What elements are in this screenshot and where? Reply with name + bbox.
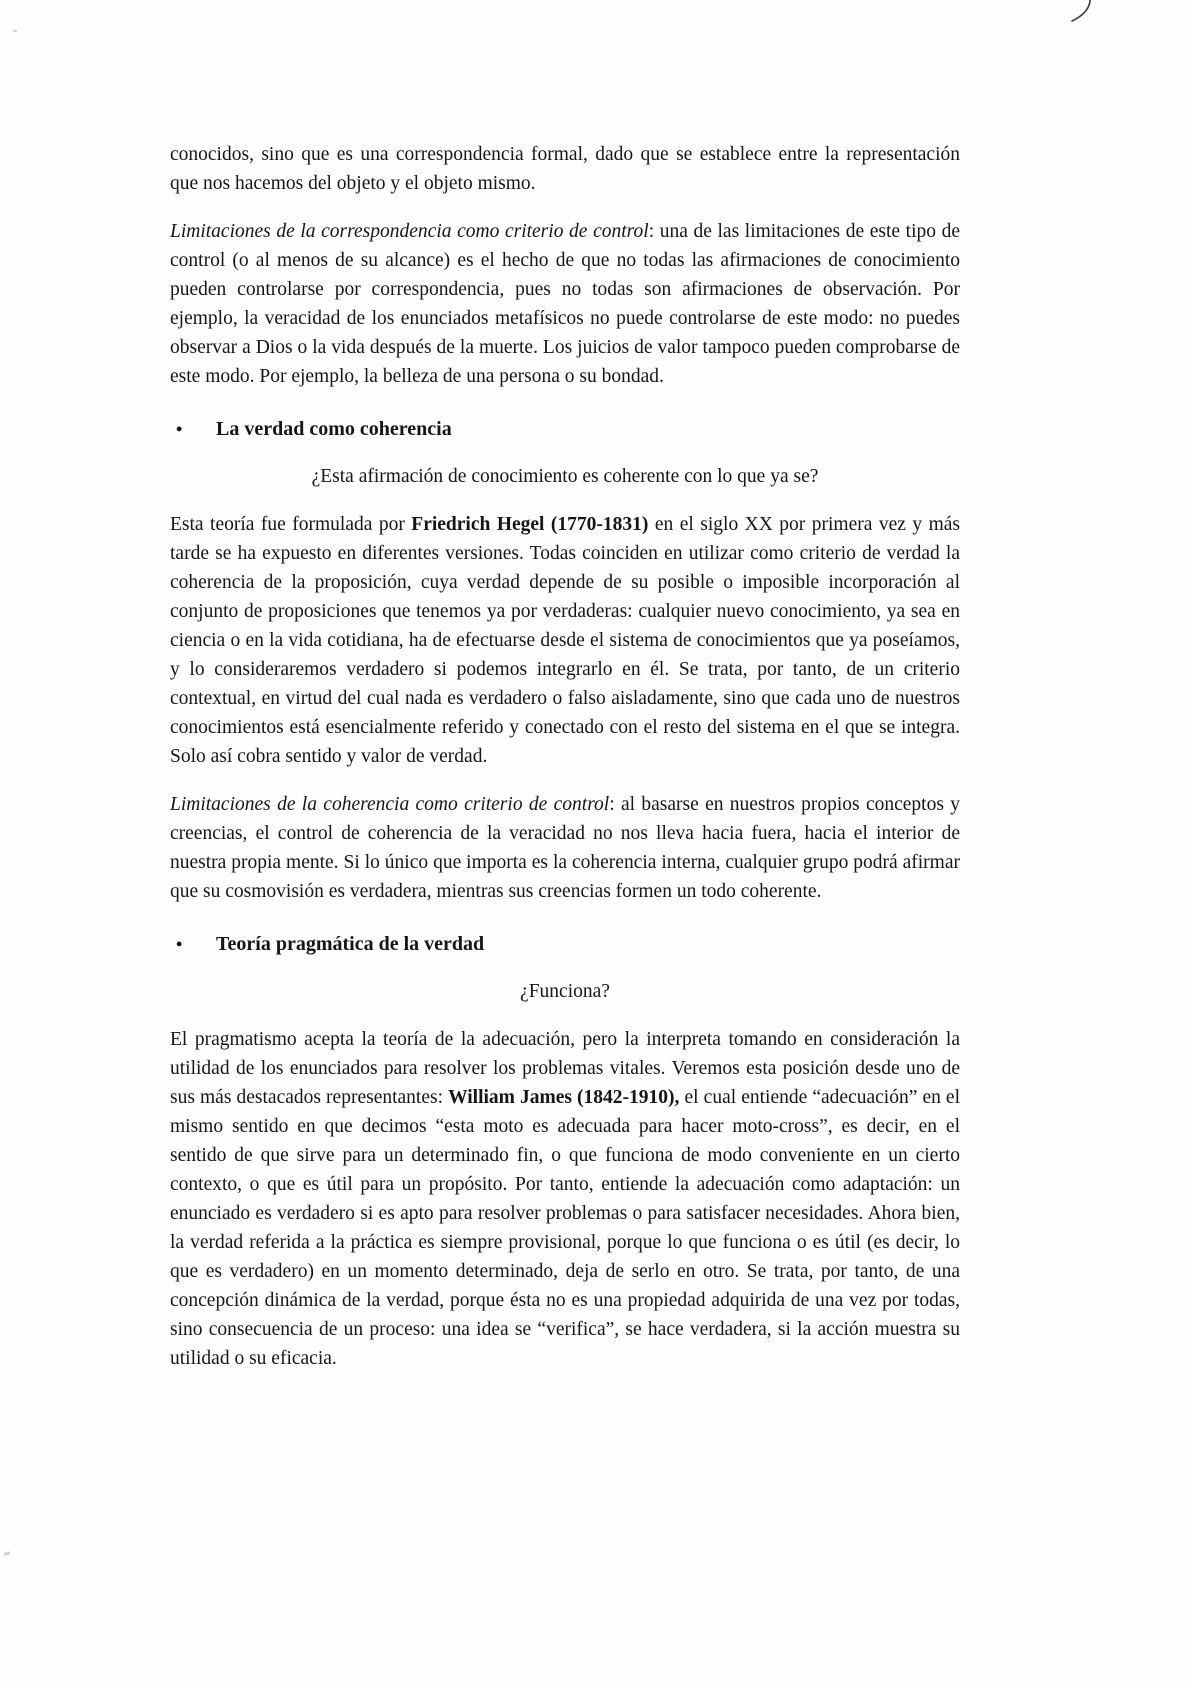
heading-coherence-theory [170, 415, 960, 444]
pen-stroke-mark [1070, 0, 1096, 26]
italic-lead-in: Limitaciones de la correspondencia como criterio de control [170, 221, 649, 242]
question-pragmatic [170, 977, 960, 1006]
paragraph-text: en el siglo XX por primera vez y más tarde se ha expuesto en diferentes versiones. Todas coinciden en utilizar como criterio de verdad la coherencia de la proposición, cuya verdad depende de su posible o imposible incorporación al conjunto de proposiciones que tenemos ya por verdaderas: cualquier nuevo conocimiento, ya sea en ciencia o en la vida cotidiana, ha de efectuarse desde el sistema de conocimientos que ya poseíamos, y lo consideraremos verdadero si podemos integrarlo en él. Se trata, por tanto, de un criterio contextual, en virtud del cual nada es verdadero o falso aisladamente, sino que cada uno de nuestros conocimientos está esencialmente referido y conectado con el resto del sistema en el que se integra. Solo así cobra sentido y valor de verdad. [170, 514, 960, 767]
bold-name-william-james: William James (1842-1910), [448, 1087, 680, 1108]
italic-lead-in: Limitaciones de la coherencia como criterio de control [170, 794, 610, 815]
paragraph-text: el cual entiende “adecuación” en el mismo sentido en que decimos “esta moto es adecuada para hacer moto-cross”, es decir, en el sentido de que sirve para un determinado fin, o que funciona de modo conveniente en un cierto contexto, o que es útil para un propósito. Por tanto, entiende la adecuación como adaptación: un enunciado es verdadero si es apto para resolver problemas o para satisfacer necesidades. Ahora bien, la verdad referida a la práctica es siempre provisional, porque lo que funciona o es útil (es decir, lo que es verdadero) en un momento determinado, deja de serlo en otro. Se trata, por tanto, de una concepción dinámica de la verdad, porque ésta no es una propiedad adquirida de una vez por todas, sino consecuencia de un proceso: una idea se “verifica”, se hace verdadera, si la acción muestra su utilidad o su eficacia. [170, 1087, 961, 1369]
question-coherence [170, 462, 960, 491]
heading-pragmatic-theory [170, 930, 960, 959]
paragraph-coherence-theory [170, 510, 960, 771]
paragraph-text: Esta teoría fue formulada por [170, 514, 412, 535]
paragraph-text: : al basarse en nuestros propios conceptos y creencias, el control de coherencia de la veracidad no nos lleva hacia fuera, hacia el interior de nuestra propia mente. Si lo único que importa es la coherencia interna, cualquier grupo podrá afirmar que su cosmovisión es verdadera, mientras sus creencias formen un todo coherente. [170, 794, 960, 902]
text-column [170, 140, 960, 1392]
paragraph-text: El pragmatismo acepta la teoría de la adecuación, pero la interpreta tomando en consideración la utilidad de los enunciados para resolver los problemas vitales. Veremos esta posición desde uno de sus más destacados representantes: [170, 1029, 960, 1108]
paragraph-text: : una de las limitaciones de este tipo de control (o al menos de su alcance) es el hecho de que no todas las afirmaciones de conocimiento pueden controlarse por correspondencia, pues no todas son afirmaciones de observación. Por ejemplo, la veracidad de los enunciados metafísicos no puede controlarse de este modo: no puedes observar a Dios o la vida después de la muerte. Los juicios de valor tampoco pueden comprobarse de este modo. Por ejemplo, la belleza de una persona o su bondad. [170, 221, 960, 387]
heading-label: La verdad como coherencia [216, 418, 452, 440]
bold-name-hegel: Friedrich Hegel (1770-1831) [411, 514, 649, 535]
question-text: ¿Funciona? [520, 981, 610, 1002]
scan-speck [13, 30, 17, 32]
question-text: ¿Esta afirmación de conocimiento es coherente con lo que ya se? [311, 466, 819, 487]
bullet-icon: • [176, 934, 183, 954]
paragraph-correspondence-end [170, 140, 960, 198]
paragraph-coherence-limitations [170, 790, 960, 906]
paragraph-text: conocidos, sino que es una correspondencia formal, dado que se establece entre la representación que nos hacemos del objeto y el objeto mismo. [170, 144, 960, 194]
bullet-icon: • [176, 419, 183, 439]
paragraph-correspondence-limitations [170, 217, 960, 391]
paragraph-pragmatism [170, 1025, 960, 1373]
scan-speck [4, 1551, 11, 1556]
heading-label: Teoría pragmática de la verdad [216, 933, 485, 955]
